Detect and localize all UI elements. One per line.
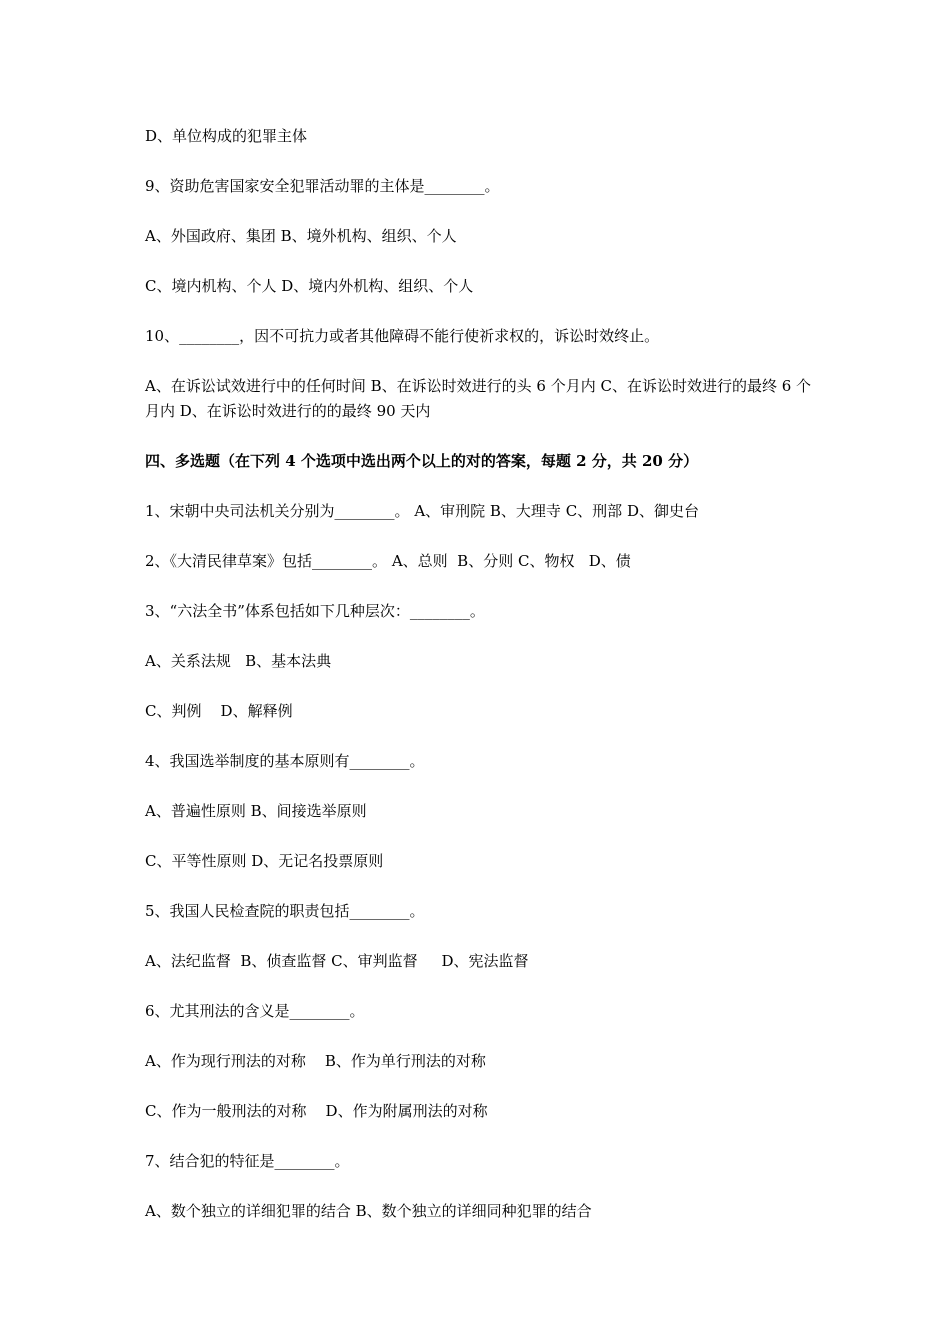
question-line: 4、我国选举制度的基本原则有________。 bbox=[145, 752, 425, 770]
option-line: A、法纪监督 B、侦查监督 C、审判监督 D、宪法监督 bbox=[145, 952, 529, 970]
option-line: A、作为现行刑法的对称 B、作为单行刑法的对称 bbox=[145, 1052, 486, 1070]
option-line: C、作为一般刑法的对称 D、作为附属刑法的对称 bbox=[145, 1102, 488, 1120]
option-line: C、判例 D、解释例 bbox=[145, 702, 293, 720]
option-line: D、单位构成的犯罪主体 bbox=[145, 127, 308, 145]
question-line: 3、“六法全书”体系包括如下几种层次：________。 bbox=[145, 602, 485, 620]
question-line: 1、宋朝中央司法机关分别为________。 A、审刑院 B、大理寺 C、刑部 D、御史台 bbox=[145, 502, 699, 520]
question-line: 6、尤其刑法的含义是________。 bbox=[145, 1002, 365, 1020]
question-line: 2、《大清民律草案》包括________。 A、总则 B、分则 C、物权 D、债 bbox=[145, 552, 631, 570]
section-heading: 四、多选题（在下列 4 个选项中选出两个以上的对的答案，每题 2 分，共 20 分） bbox=[145, 452, 699, 470]
option-line: A、普遍性原则 B、间接选举原则 bbox=[145, 802, 367, 820]
option-line: C、平等性原则 D、无记名投票原则 bbox=[145, 852, 384, 870]
option-line: A、外国政府、集团 B、境外机构、组织、个人 bbox=[145, 227, 457, 245]
question-line: 10、________，因不可抗力或者其他障碍不能行使祈求权的，诉讼时效终止。 bbox=[145, 327, 660, 345]
document-body bbox=[145, 124, 815, 1249]
option-line: A、在诉讼试效进行中的任何时间 B、在诉讼时效进行的头 6 个月内 C、在诉讼时效进行的最终 6 个月内 D、在诉讼时效进行的的最终 90 天内 bbox=[145, 377, 812, 420]
option-line: A、数个独立的详细犯罪的结合 B、数个独立的详细同种犯罪的结合 bbox=[145, 1202, 592, 1220]
option-line: A、关系法规 B、基本法典 bbox=[145, 652, 332, 670]
question-line: 7、结合犯的特征是________。 bbox=[145, 1152, 350, 1170]
question-line: 9、资助危害国家安全犯罪活动罪的主体是________。 bbox=[145, 177, 500, 195]
question-line: 5、我国人民检查院的职责包括________。 bbox=[145, 902, 425, 920]
option-line: C、境内机构、个人 D、境内外机构、组织、个人 bbox=[145, 277, 474, 295]
